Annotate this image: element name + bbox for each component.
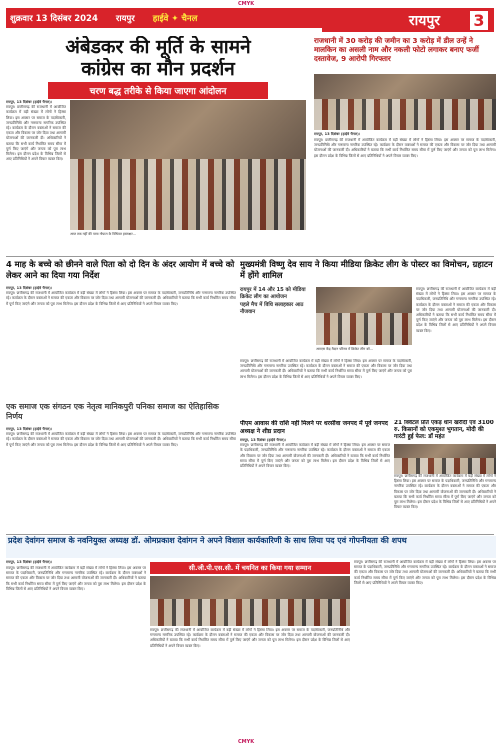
story-pm-awas-dateline: रायपुर, 13 दिसंबर (हाईवे चैनल)। [240,438,287,442]
cmyk-mark-top: CMYK [238,1,255,7]
story-ambedkar-caption: आज तक नहीं की पाया गोपाल के विधिवत हस्ताक्षर... [70,232,136,236]
header-city-big: रायपुर [408,12,440,29]
story-dewangan-dateline: रायपुर, 13 दिसंबर (हाईवे चैनल)। [6,560,53,564]
story-cricket-caption: आरएस केंद्र मैदान परिसर में क्रिकेट लीग को... [316,347,374,351]
divider-1 [6,256,494,257]
story-child-dateline: रायपुर, 13 दिसंबर (हाईवे चैनल)। [6,286,53,290]
story-ambedkar-photo [70,100,306,230]
story-land-photo [314,74,496,130]
story-dewangan-text-right: रायपुर। छत्तीसगढ़ की राजधानी में आयोजित कार्यक्रम में बड़ी संख्या में लोगों ने हिस्सा लिया। इस अवसर पर समाज के पदाधिकारी, जनप्रतिनिधि और गणमान्य नागरिक उपस्थित रहे। कार्यक्रम के दौरान वक्ताओं ने समाज की एकता और विकास पर जोर दिया तथा आगामी योजनाओं की जानकारी दी। अधिकारियों ने बताया कि सभी कार्य निर्धारित समय सीमा में पूर्ण किए जाएंगे और जनता को पूरा लाभ मिलेगा। इस दौरान प्रदेश के विभिन्न जिलों से आए प्रतिनिधियों ने अपने विचार व्यक्त किए। [354,560,496,585]
photo-cm-poster [316,313,412,345]
story-ambedkar-subhead: चरण बद्ध तरीके से किया जाएगा आंदोलन [48,82,268,99]
story-paddy-purchase [394,420,496,532]
page-header [6,8,494,32]
photo-felicitation [150,599,350,627]
story-land-headline: राजधानी में 30 करोड़ की जमीन का 3 करोड़ में डील उन्हें ने मालकिन का असली नाम और नकली फोटो लगाकर बनाए फर्जी दस्तावेज, 9 आरोपी गिरफ्तार [314,36,479,63]
story-cricket-text-left: रायपुर। छत्तीसगढ़ की राजधानी में आयोजित कार्यक्रम में बड़ी संख्या में लोगों ने हिस्सा लिया। इस अवसर पर समाज के पदाधिकारी, जनप्रतिनिधि और गणमान्य नागरिक उपस्थित रहे। कार्यक्रम के दौरान वक्ताओं ने समाज की एकता और विकास पर जोर दिया तथा आगामी योजनाओं की जानकारी दी। अधिकारियों ने बताया कि सभी कार्य निर्धारित समय सीमा में पूर्ण किए जाएंगे और जनता को पूरा लाभ मिलेगा। इस दौरान प्रदेश के विभिन्न जिलों से आए प्रतिनिधियों ने अपने विचार व्यक्त किए। [240,359,412,379]
divider-2 [6,534,494,535]
story-ambedkar-text: रायपुर। छत्तीसगढ़ की राजधानी में आयोजित कार्यक्रम में बड़ी संख्या में लोगों ने हिस्सा लिया। इस अवसर पर समाज के पदाधिकारी, जनप्रतिनिधि और गणमान्य नागरिक उपस्थित रहे। कार्यक्रम के दौरान वक्ताओं ने समाज की एकता और विकास पर जोर दिया तथा आगामी योजनाओं की जानकारी दी। अधिकारियों ने बताया कि सभी कार्य निर्धारित समय सीमा में पूर्ण किए जाएंगे और जनता को पूरा लाभ मिलेगा। इस दौरान प्रदेश के विभिन्न जिलों से आए प्रतिनिधियों ने अपने विचार व्यक्त किए। [6,105,66,162]
story-dewangan-headline: प्रदेश देवांगन समाज के नवनियुक्त अध्यक्ष डॉ. ओमप्रकाश देवांगन ने अपने विशाल कार्यकारिणी के साथ लिया पद एवं गोपनीयता की शपथ [6,536,496,558]
story-ambedkar [6,36,310,254]
story-panika-dateline: रायपुर, 13 दिसंबर (हाईवे चैनल)। [6,427,53,431]
photo-accused [314,99,496,130]
story-cricket-photo [316,287,412,345]
story-dewangan-banner: सी.जी.पी.एस.सी. में चयनित का किया गया सम्मान [150,562,350,574]
story-ambedkar-dateline: रायपुर, 13 दिसंबर (हाईवे चैनल)। [6,100,53,104]
story-cricket-subhead-2: पहले मैच में विधि सलाहकार आठ नौजवान [240,302,304,315]
cmyk-mark-bottom: CMYK [238,739,255,745]
story-panika-samaj [6,402,236,532]
story-ambedkar-headline-2: कांग्रेस का मौन प्रदर्शन [81,58,235,80]
story-panika-headline: एक समाज एक संगठन एक नेतृत्व मानिकपुरी पनिका समाज का ऐतिहासिक निर्णय [6,402,219,421]
story-cricket-league [240,259,496,419]
page-number: 3 [470,11,488,30]
header-city-small: रायपुर [115,13,135,24]
story-paddy-headline: 21 क्विंटल प्रति एकड़ धान खरीदी एवं 3100 रु. किसानों को एकमुश्त भुगतान, मोदी की गारंटी हुई फेल: डॉ महंत [394,420,494,441]
story-ambedkar-body [6,100,66,252]
story-pm-awas-text: रायपुर। छत्तीसगढ़ की राजधानी में आयोजित कार्यक्रम में बड़ी संख्या में लोगों ने हिस्सा लिया। इस अवसर पर समाज के पदाधिकारी, जनप्रतिनिधि और गणमान्य नागरिक उपस्थित रहे। कार्यक्रम के दौरान वक्ताओं ने समाज की एकता और विकास पर जोर दिया तथा आगामी योजनाओं की जानकारी दी। अधिकारियों ने बताया कि सभी कार्य निर्धारित समय सीमा में पूर्ण किए जाएंगे और जनता को पूरा लाभ मिलेगा। इस दौरान प्रदेश के विभिन्न जिलों से आए प्रतिनिधियों ने अपने विचार व्यक्त किए। [240,443,390,469]
story-pm-awas-headline: पीएम आवास की राशि नहीं मिलने पर धरसींवा जनपद में पूर्व जनपद अध्यक्ष ने शीघ्र प्रदान [240,420,388,435]
story-ambedkar-headline-1: अंबेडकर की मूर्ति के सामने [65,36,251,58]
story-land-dateline: रायपुर, 13 दिसंबर (हाईवे चैनल)। [314,132,361,136]
story-cricket-subhead-1: रायपुर में 14 और 15 को मीडिया क्रिकेट लीग का आयोजन [240,287,306,300]
photo-leader [394,458,496,475]
story-panika-text: रायपुर। छत्तीसगढ़ की राजधानी में आयोजित कार्यक्रम में बड़ी संख्या में लोगों ने हिस्सा लिया। इस अवसर पर समाज के पदाधिकारी, जनप्रतिनिधि और गणमान्य नागरिक उपस्थित रहे। कार्यक्रम के दौरान वक्ताओं ने समाज की एकता और विकास पर जोर दिया तथा आगामी योजनाओं की जानकारी दी। अधिकारियों ने बताया कि सभी कार्य निर्धारित समय सीमा में पूर्ण किए जाएंगे और जनता को पूरा लाभ मिलेगा। इस दौरान प्रदेश के विभिन्न जिलों से आए प्रतिनिधियों ने अपने विचार व्यक्त किए। [6,432,236,447]
story-child-custody [6,259,236,399]
story-dewangan-samaj [6,536,496,736]
header-date: शुक्रवार 13 दिसंबर 2024 [10,13,98,24]
story-cricket-text-right: रायपुर। छत्तीसगढ़ की राजधानी में आयोजित कार्यक्रम में बड़ी संख्या में लोगों ने हिस्सा लिया। इस अवसर पर समाज के पदाधिकारी, जनप्रतिनिधि और गणमान्य नागरिक उपस्थित रहे। कार्यक्रम के दौरान वक्ताओं ने समाज की एकता और विकास पर जोर दिया तथा आगामी योजनाओं की जानकारी दी। अधिकारियों ने बताया कि सभी कार्य निर्धारित समय सीमा में पूर्ण किए जाएंगे और जनता को पूरा लाभ मिलेगा। इस दौरान प्रदेश के विभिन्न जिलों से आए प्रतिनिधियों ने अपने विचार व्यक्त किए। [416,287,496,333]
story-pm-awas [240,420,390,532]
story-paddy-text: रायपुर। छत्तीसगढ़ की राजधानी में आयोजित कार्यक्रम में बड़ी संख्या में लोगों ने हिस्सा लिया। इस अवसर पर समाज के पदाधिकारी, जनप्रतिनिधि और गणमान्य नागरिक उपस्थित रहे। कार्यक्रम के दौरान वक्ताओं ने समाज की एकता और विकास पर जोर दिया तथा आगामी योजनाओं की जानकारी दी। अधिकारियों ने बताया कि सभी कार्य निर्धारित समय सीमा में पूर्ण किए जाएंगे और जनता को पूरा लाभ मिलेगा। इस दौरान प्रदेश के विभिन्न जिलों से आए प्रतिनिधियों ने अपने विचार व्यक्त किए। [394,474,496,510]
story-dewangan-text-left: रायपुर। छत्तीसगढ़ की राजधानी में आयोजित कार्यक्रम में बड़ी संख्या में लोगों ने हिस्सा लिया। इस अवसर पर समाज के पदाधिकारी, जनप्रतिनिधि और गणमान्य नागरिक उपस्थित रहे। कार्यक्रम के दौरान वक्ताओं ने समाज की एकता और विकास पर जोर दिया तथा आगामी योजनाओं की जानकारी दी। अधिकारियों ने बताया कि सभी कार्य निर्धारित समय सीमा में पूर्ण किए जाएंगे और जनता को पूरा लाभ मिलेगा। इस दौरान प्रदेश के विभिन्न जिलों से आए प्रतिनिधियों ने अपने विचार व्यक्त किए। [6,566,146,591]
header-strip [6,8,322,28]
photo-crowd [70,159,306,231]
story-paddy-photo [394,444,496,474]
story-child-text: रायपुर। छत्तीसगढ़ की राजधानी में आयोजित कार्यक्रम में बड़ी संख्या में लोगों ने हिस्सा लिया। इस अवसर पर समाज के पदाधिकारी, जनप्रतिनिधि और गणमान्य नागरिक उपस्थित रहे। कार्यक्रम के दौरान वक्ताओं ने समाज की एकता और विकास पर जोर दिया तथा आगामी योजनाओं की जानकारी दी। अधिकारियों ने बताया कि सभी कार्य निर्धारित समय सीमा में पूर्ण किए जाएंगे और जनता को पूरा लाभ मिलेगा। इस दौरान प्रदेश के विभिन्न जिलों से आए प्रतिनिधियों ने अपने विचार व्यक्त किए। [6,291,236,306]
header-channel: हाईवे ✦ चैनल [152,13,198,24]
story-child-headline: 4 माह के बच्चे को छीनने वाले पिता को दो दिन के अंदर आयोग में बच्चे को लेकर आने का दिया गया निर्देश [6,259,235,280]
story-dewangan-photo [150,576,350,626]
story-cricket-headline: मुख्यमंत्री विष्णु देव साय ने किया मीडिया क्रिकेट लीग के पोस्टर का विमोचन, ग्रहाटन में होंगे शामिल [240,259,493,280]
story-land-fraud [314,36,496,256]
story-land-text: रायपुर। छत्तीसगढ़ की राजधानी में आयोजित कार्यक्रम में बड़ी संख्या में लोगों ने हिस्सा लिया। इस अवसर पर समाज के पदाधिकारी, जनप्रतिनिधि और गणमान्य नागरिक उपस्थित रहे। कार्यक्रम के दौरान वक्ताओं ने समाज की एकता और विकास पर जोर दिया तथा आगामी योजनाओं की जानकारी दी। अधिकारियों ने बताया कि सभी कार्य निर्धारित समय सीमा में पूर्ण किए जाएंगे और जनता को पूरा लाभ मिलेगा। इस दौरान प्रदेश के विभिन्न जिलों से आए प्रतिनिधियों ने अपने विचार व्यक्त किए। [314,138,496,158]
header-city-block [322,8,494,32]
story-dewangan-text-mid: रायपुर। छत्तीसगढ़ की राजधानी में आयोजित कार्यक्रम में बड़ी संख्या में लोगों ने हिस्सा लिया। इस अवसर पर समाज के पदाधिकारी, जनप्रतिनिधि और गणमान्य नागरिक उपस्थित रहे। कार्यक्रम के दौरान वक्ताओं ने समाज की एकता और विकास पर जोर दिया तथा आगामी योजनाओं की जानकारी दी। अधिकारियों ने बताया कि सभी कार्य निर्धारित समय सीमा में पूर्ण किए जाएंगे और जनता को पूरा लाभ मिलेगा। इस दौरान प्रदेश के विभिन्न जिलों से आए प्रतिनिधियों ने अपने विचार व्यक्त किए। [150,628,350,648]
